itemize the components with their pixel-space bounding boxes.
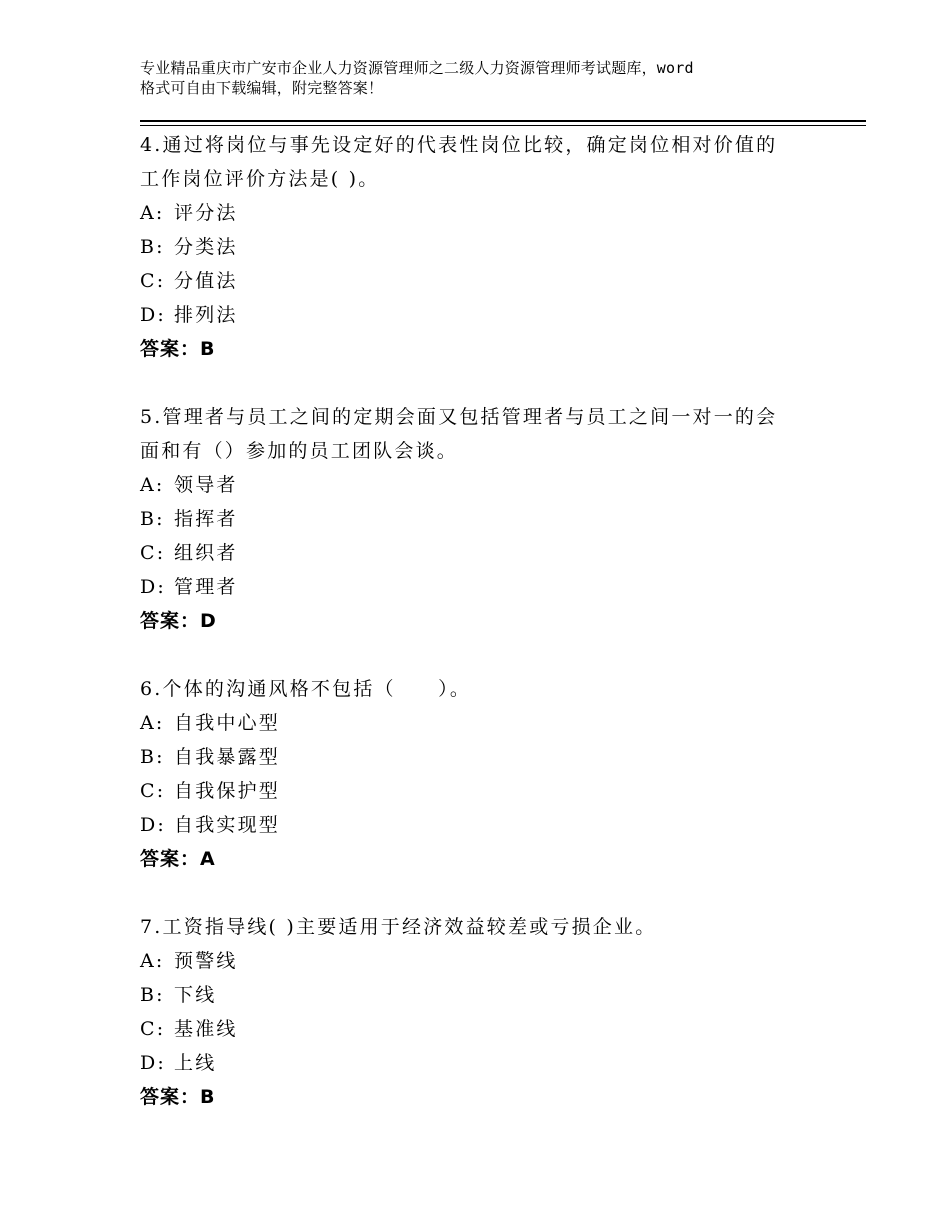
- option-a: [140, 706, 860, 740]
- document-header: [140, 58, 860, 98]
- question-6: [140, 672, 860, 876]
- option-a: [140, 196, 860, 230]
- question-4: [140, 128, 860, 366]
- answer-label: 答案：B: [140, 1086, 216, 1108]
- option-letter: D:: [140, 304, 167, 326]
- question-stem-line: 6.个体的沟通风格不包括（ ）。: [140, 678, 472, 700]
- option-text: 上线: [174, 1052, 217, 1074]
- option-letter: D:: [140, 814, 167, 836]
- option-d: [140, 298, 860, 332]
- option-text: 领导者: [174, 474, 238, 496]
- option-text: 评分法: [174, 202, 238, 224]
- option-text: 分值法: [174, 270, 238, 292]
- answer-label: 答案：A: [140, 848, 216, 870]
- question-5: [140, 400, 860, 638]
- question-7: [140, 910, 860, 1114]
- option-text: 预警线: [174, 950, 238, 972]
- answer-label: 答案：B: [140, 338, 216, 360]
- option-text: 指挥者: [174, 508, 238, 530]
- option-a: [140, 468, 860, 502]
- header-divider-thin: [140, 125, 866, 126]
- option-c: [140, 1012, 860, 1046]
- option-d: [140, 808, 860, 842]
- header-title-line-1: 专业精品重庆市广安市企业人力资源管理师之二级人力资源管理师考试题库，word: [140, 59, 694, 77]
- option-c: [140, 774, 860, 808]
- question-gap: [140, 638, 860, 672]
- option-text: 管理者: [174, 576, 238, 598]
- option-letter: C:: [140, 1018, 166, 1040]
- answer-label: 答案：D: [140, 610, 217, 632]
- option-c: [140, 264, 860, 298]
- question-stem-line: 工作岗位评价方法是( )。: [140, 168, 380, 190]
- option-text: 下线: [174, 984, 217, 1006]
- question-stem-line: 4.通过将岗位与事先设定好的代表性岗位比较，确定岗位相对价值的: [140, 134, 778, 156]
- option-letter: C:: [140, 780, 166, 802]
- option-text: 自我中心型: [174, 712, 281, 734]
- option-d: [140, 570, 860, 604]
- option-letter: C:: [140, 542, 166, 564]
- option-text: 自我实现型: [174, 814, 281, 836]
- question-stem-line: 面和有（）参加的员工团队会谈。: [140, 440, 459, 462]
- option-letter: A:: [140, 950, 165, 972]
- header-title-line-2: 格式可自由下载编辑，附完整答案！: [140, 79, 384, 97]
- option-letter: D:: [140, 1052, 167, 1074]
- option-b: [140, 230, 860, 264]
- option-letter: A:: [140, 202, 165, 224]
- option-letter: D:: [140, 576, 167, 598]
- option-b: [140, 740, 860, 774]
- option-text: 组织者: [174, 542, 238, 564]
- option-text: 自我暴露型: [174, 746, 281, 768]
- option-text: 分类法: [174, 236, 238, 258]
- question-list: [140, 128, 860, 1114]
- option-letter: B:: [140, 984, 165, 1006]
- option-letter: A:: [140, 712, 165, 734]
- option-c: [140, 536, 860, 570]
- header-divider-thick: [140, 120, 866, 122]
- option-letter: B:: [140, 236, 165, 258]
- question-gap: [140, 876, 860, 910]
- question-stem-line: 5.管理者与员工之间的定期会面又包括管理者与员工之间一对一的会: [140, 406, 778, 428]
- option-a: [140, 944, 860, 978]
- option-letter: C:: [140, 270, 166, 292]
- question-stem-line: 7.工资指导线( )主要适用于经济效益较差或亏损企业。: [140, 916, 657, 938]
- option-letter: A:: [140, 474, 165, 496]
- option-b: [140, 978, 860, 1012]
- option-letter: B:: [140, 746, 165, 768]
- question-gap: [140, 366, 860, 400]
- option-d: [140, 1046, 860, 1080]
- option-text: 自我保护型: [174, 780, 281, 802]
- option-text: 基准线: [174, 1018, 238, 1040]
- option-letter: B:: [140, 508, 165, 530]
- option-b: [140, 502, 860, 536]
- option-text: 排列法: [174, 304, 238, 326]
